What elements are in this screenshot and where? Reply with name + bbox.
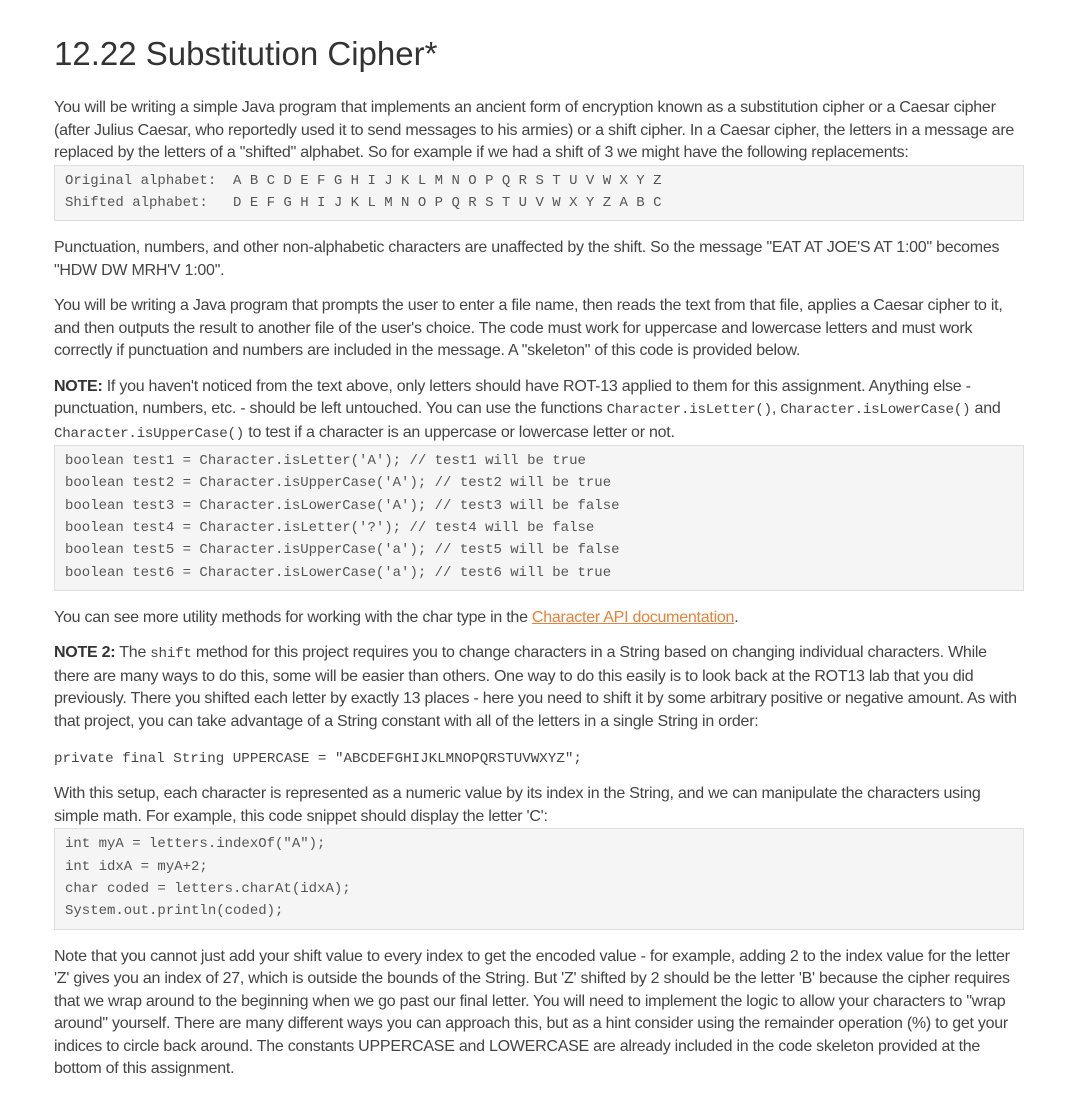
api-paragraph: You can see more utility methods for working with the char type in the Character API documentation. [54, 608, 739, 626]
setup-paragraph: With this setup, each character is represented as a numeric value by its index in the String, and we can manipulate the characters using simple math. For example, this code snippet should display the letter 'C': [54, 785, 981, 825]
punctuation-paragraph: Punctuation, numbers, and other non-alphabetic characters are unaffected by the shift. So the message "EAT AT JOE'S AT 1:00" becomes "HDW DW MRH'V 1:00". [54, 239, 1000, 279]
inline-code-shift: shift [150, 646, 192, 663]
original-alphabet-line: Original alphabet: A B C D E F G H I J K L M N O P Q R S T U V W X Y Z [65, 172, 662, 189]
uppercase-declaration: private final String UPPERCASE = "ABCDEFGHIJKLMNOPQRSTUVWXYZ"; [54, 751, 582, 768]
page-title: 12.22 Substitution Cipher* [54, 35, 438, 72]
index-snippet-code-block [54, 828, 1024, 929]
inline-code-islowercase: Character.isLowerCase() [780, 402, 971, 419]
code-line: boolean test4 = Character.isLetter('?'); // test4 will be false [65, 519, 595, 536]
code-line: boolean test6 = Character.isLowerCase('a'); // test6 will be true [65, 564, 612, 581]
note-label: NOTE: [54, 377, 103, 395]
character-api-link[interactable]: Character API documentation [531, 608, 735, 626]
note-paragraph: NOTE: If you haven't noticed from the text above, only letters should have ROT-13 applied to them for this assignment. Anything else - punctuation, numbers, etc. - should be left untouched. You can use the functions Character.isLetter(), Character.isLowerCase() and Character.isUpperCase() to test if a character is an uppercase or lowercase letter or not. [54, 377, 1001, 442]
note2-paragraph: NOTE 2: The shift method for this project requires you to change characters in a String based on changing individual characters. While there are many ways to do this, some will be easier than others. One way to do this easily is to look back at the ROT13 lab that you did previously. There you shifted each letter by exactly 13 places - here you need to shift it by some arbitrary positive or negative amount. As with that project, you can take advantage of a String constant with all of the letters in a single String in order: [54, 644, 1017, 730]
code-line: boolean test3 = Character.isLowerCase('A'); // test3 will be false [65, 497, 620, 514]
inline-code-isletter: Character.isLetter() [606, 402, 772, 419]
note2-label: NOTE 2: [54, 644, 116, 662]
code-line: boolean test5 = Character.isUpperCase('a'); // test5 will be false [65, 542, 620, 559]
intro-paragraph: You will be writing a simple Java program that implements an ancient form of encryption known as a substitution cipher or a Caesar cipher (after Julius Caesar, who reportedly used it to send messages to his armies) or a shift cipher. In a Caesar cipher, the letters in a message are replaced by the letters of a "shifted" alphabet. So for example if we had a shift of 3 we might have the following replacements: [54, 99, 1015, 161]
alphabet-code-block [54, 165, 1024, 222]
code-line: int idxA = myA+2; [65, 858, 208, 875]
code-line: System.out.println(coded); [65, 903, 284, 920]
code-line: boolean test1 = Character.isLetter('A'); // test1 will be true [65, 453, 586, 470]
inline-code-isuppercase: Character.isUpperCase() [54, 425, 245, 442]
shifted-alphabet-line: Shifted alphabet: D E F G H I J K L M N O P Q R S T U V W X Y Z A B C [65, 194, 662, 211]
character-test-code-block [54, 445, 1024, 591]
code-line: char coded = letters.charAt(idxA); [65, 880, 351, 897]
code-line: int myA = letters.indexOf("A"); [65, 836, 326, 853]
program-description-paragraph: You will be writing a Java program that prompts the user to enter a file name, then reads the text from that file, applies a Caesar cipher to it, and then outputs the result to another file of the user's choice. The code must work for uppercase and lowercase letters and must work correctly if punctuation and numbers are included in the message. A "skeleton" of this code is provided below. [54, 297, 1003, 360]
wrap-around-paragraph: Note that you cannot just add your shift value to every index to get the encoded value - for example, adding 2 to the index value for the letter 'Z' gives you an index of 27, which is outside the bounds of the String. But 'Z' shifted by 2 should be the letter 'B' because the cipher requires that we wrap around to the beginning when we go past our final letter. You will need to implement the logic to allow your characters to "wrap around" yourself. There are many different ways you can approach this, but as a hint consider using the remainder operation (%) to get your indices to circle back around. The constants UPPERCASE and LOWERCASE are already included in the code skeleton provided at the bottom of this assignment. [54, 947, 1010, 1078]
code-line: boolean test2 = Character.isUpperCase('A'); // test2 will be true [65, 475, 612, 492]
